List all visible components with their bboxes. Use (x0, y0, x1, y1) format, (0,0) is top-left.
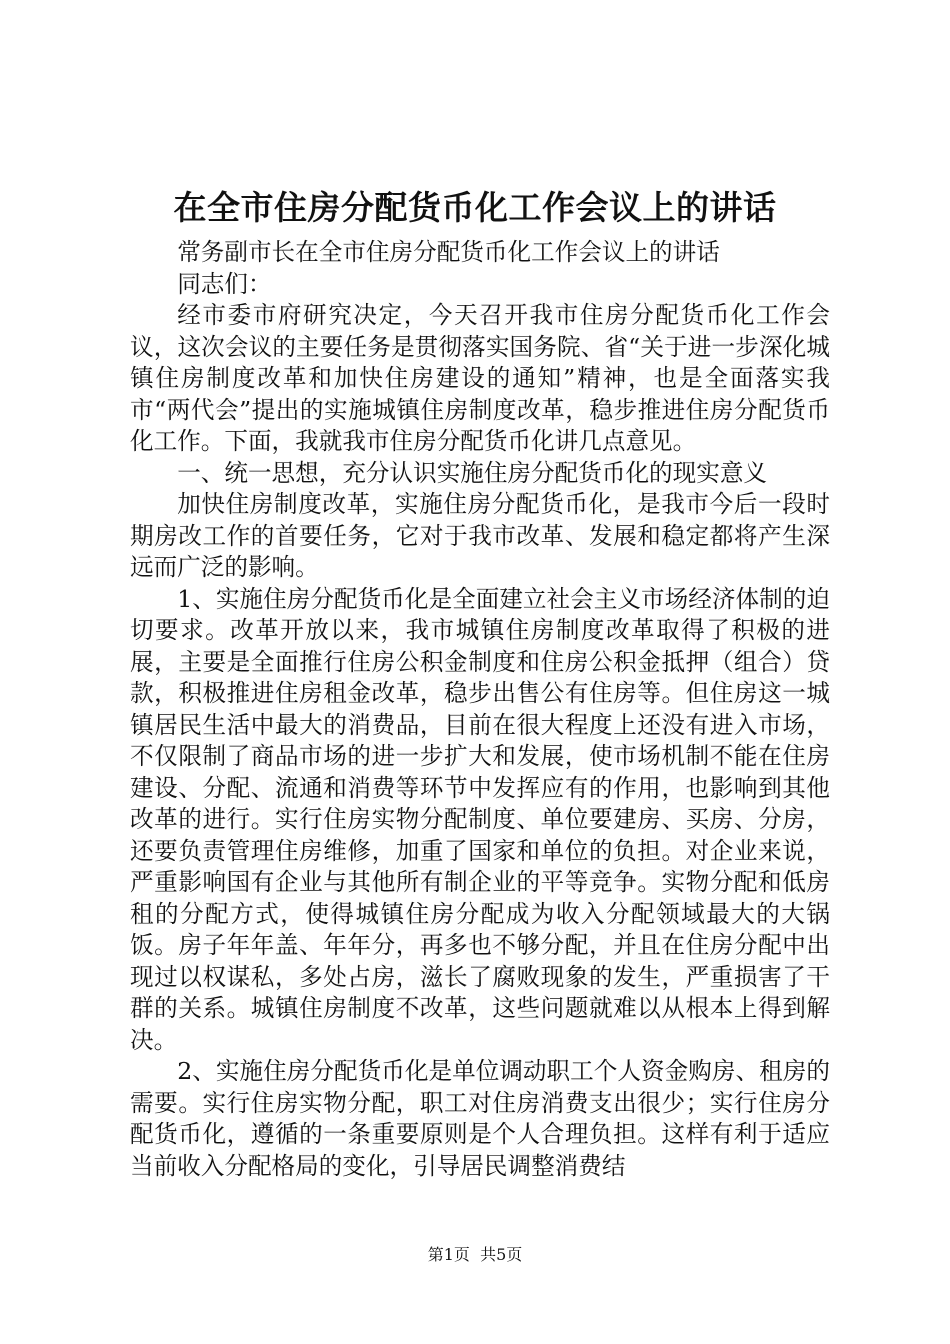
page-footer (0, 1243, 950, 1267)
page-number: 第1页 (427, 1245, 470, 1264)
paragraph-point-2: 2、实施住房分配货币化是单位调动职工个人资金购房、租房的需要。实行住房实物分配，职工对住房消费支出很少；实行住房分配货币化，遵循的一条重要原则是个人合理负担。这样有利于适应当前收入分配格局的变化，引导居民调整消费结 (130, 1057, 830, 1180)
speech-subtitle: 常务副市长在全市住房分配货币化工作会议上的讲话 (177, 238, 720, 266)
document-body (130, 237, 830, 1182)
salutation: 同志们： (177, 269, 272, 298)
paragraph-point-1: 1、实施住房分配货币化是全面建立社会主义市场经济体制的迫切要求。改革开放以来，我市城镇住房制度改革取得了积极的进展，主要是全面推行住房公积金制度和住房公积金抵押（组合）贷款，积极推进住房租金改革，稳步出售公有住房等。但住房这一城镇居民生活中最大的消费品，目前在很大程度上还没有进入市场，不仅限制了商品市场的进一步扩大和发展，使市场机制不能在住房建设、分配、流通和消费等环节中发挥应有的作用，也影响到其他改革的进行。实行住房实物分配制度、单位要建房、买房、分房，还要负责管理住房维修，加重了国家和单位的负担。对企业来说，严重影响国有企业与其他所有制企业的平等竞争。实物分配和低房租的分配方式，使得城镇住房分配成为收入分配领域最大的大锅饭。房子年年盖、年年分，再多也不够分配，并且在住房分配中出现过以权谋私，多处占房，滋长了腐败现象的发生，严重损害了干群的关系。城镇住房制度不改革，这些问题就难以从根本上得到解决。 (130, 584, 830, 1054)
section-heading-1: 一、统一思想，充分认识实施住房分配货币化的现实意义 (177, 458, 768, 487)
paragraph-section-1-intro: 加快住房制度改革，实施住房分配货币化，是我市今后一段时期房改工作的首要任务，它对于我市改革、发展和稳定都将产生深远而广泛的影响。 (130, 490, 830, 581)
paragraph-intro: 经市委市府研究决定，今天召开我市住房分配货币化工作会议，这次会议的主要任务是贯彻落实国务院、省“关于进一步深化城镇住房制度改革和加快住房建设的通知”精神，也是全面落实我市“两代会”提出的实施城镇住房制度改革，稳步推进住房分配货币化工作。下面，我就我市住房分配货币化讲几点意见。 (130, 301, 830, 455)
document-title: 在全市住房分配货币化工作会议上的讲话 (173, 188, 777, 227)
page-total: 共5页 (480, 1245, 523, 1264)
